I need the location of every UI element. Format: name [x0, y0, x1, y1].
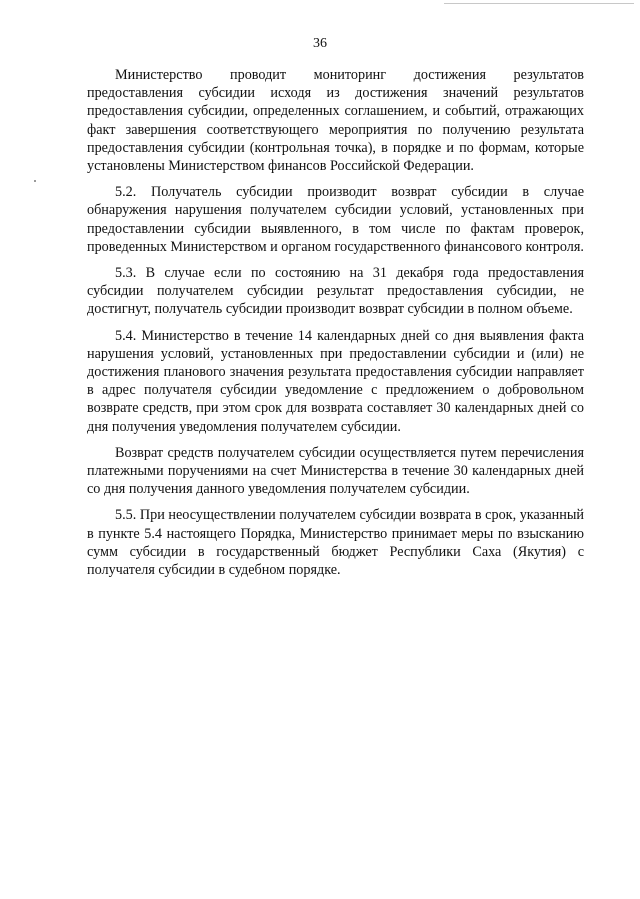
paragraph-monitoring: Министерство проводит мониторинг достижения результатов предоставления субсидии исходя из достижения значений результатов предоставления субсидии, определенных соглашением, и событий, отражающих факт завершения соответствующего мероприятия по получению результата предоставления субсидии (контрольная точка), в порядке и по формам, которые установлены Министерством финансов Российской Федерации. — [87, 67, 584, 175]
scan-artifact-line — [444, 3, 634, 4]
paragraph-5-4: 5.4. Министерство в течение 14 календарных дней со дня выявления факта нарушения условий, установленных при предоставлении субсидии и (или) не достижения планового значения результата предоставления субсидии направляет в адрес получателя субсидии уведомление с предложением о добровольном возврате средств, при этом срок для возврата составляет 30 календарных дней со дня получения уведомления получателем субсидии. — [87, 327, 584, 435]
paragraph-refund-procedure: Возврат средств получателем субсидии осуществляется путем перечисления платежными поручениями на счет Министерства в течение 30 календарных дней со дня получения данного уведомления получателем субсидии. — [87, 444, 584, 498]
paragraph-5-3: 5.3. В случае если по состоянию на 31 декабря года предоставления субсидии получателем субсидии результат предоставления субсидии, не достигнут, получатель субсидии производит возврат субсидии в полном объеме. — [87, 265, 584, 318]
scan-artifact-dot — [34, 180, 36, 182]
document-body — [87, 66, 584, 587]
page-number: 36 — [313, 36, 327, 51]
paragraph-5-2: 5.2. Получатель субсидии производит возврат субсидии в случае обнаружения нарушения получателем субсидии условий, установленных при предоставлении субсидии выявленного, в том числе по фактам проверок, проведенных Министерством и органом государственного финансового контроля. — [87, 184, 584, 255]
paragraph-5-5: 5.5. При неосуществлении получателем субсидии возврата в срок, указанный в пункте 5.4 настоящего Порядка, Министерство принимает меры по взысканию сумм субсидии в государственный бюджет Республики Саха (Якутия) с получателя субсидии в судебном порядке. — [87, 507, 584, 579]
